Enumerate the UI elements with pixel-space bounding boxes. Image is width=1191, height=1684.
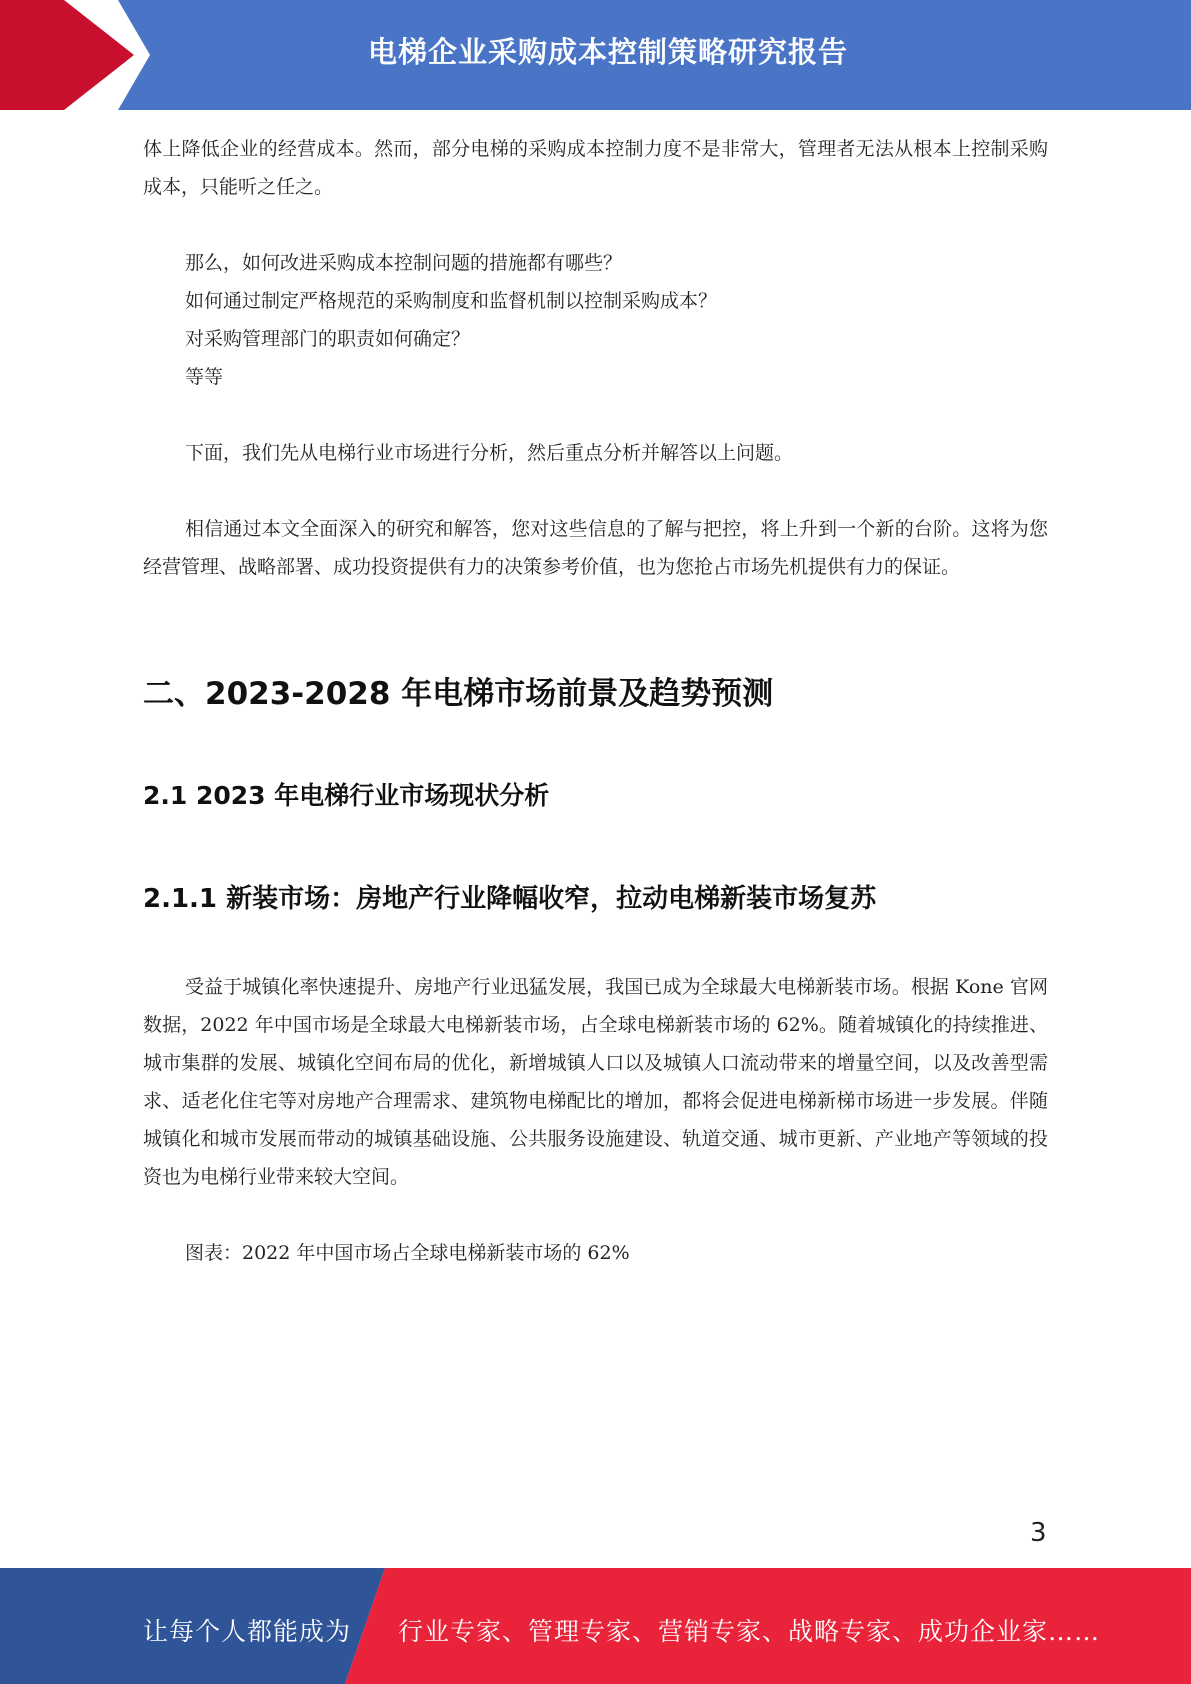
question-item: 对采购管理部门的职责如何确定？	[185, 328, 471, 350]
subsection-heading: 2.1 2023 年电梯行业市场现状分析	[143, 781, 550, 810]
section-content	[143, 968, 1048, 1272]
section-heading: 二、2023-2028 年电梯市场前景及趋势预测	[143, 676, 774, 712]
report-title: 电梯企业采购成本控制策略研究报告	[367, 35, 848, 69]
subsubsection-heading: 2.1.1 新装市场：房地产行业降幅收窄，拉动电梯新装市场复苏	[143, 884, 877, 914]
page-number: 3	[1030, 1518, 1047, 1548]
footer-banner	[0, 1568, 1191, 1684]
belief-paragraph: 相信通过本文全面深入的研究和解答，您对这些信息的了解与把控，将上升到一个新的台阶。这将为您经营管理、战略部署、成功投资提供有力的决策参考价值，也为您抢占市场先机提供有力的保证。	[143, 518, 1048, 578]
intro-content	[143, 130, 1048, 586]
footer-slogan-right: 行业专家、管理专家、营销专家、战略专家、成功企业家……	[398, 1617, 1101, 1646]
footer-slogan-left: 让每个人都能成为	[143, 1617, 352, 1646]
analysis-paragraph: 下面，我们先从电梯行业市场进行分析，然后重点分析并解答以上问题。	[185, 442, 794, 464]
question-item: 等等	[185, 366, 224, 388]
header-banner	[0, 0, 1191, 110]
question-item: 那么，如何改进采购成本控制问题的措施都有哪些？	[185, 252, 623, 274]
intro-paragraph: 体上降低企业的经营成本。然而，部分电梯的采购成本控制力度不是非常大，管理者无法从根本上控制采购成本，只能听之任之。	[143, 138, 1048, 198]
section-paragraph: 受益于城镇化率快速提升、房地产行业迅猛发展，我国已成为全球最大电梯新装市场。根据 Kone 官网数据，2022 年中国市场是全球最大电梯新装市场，占全球电梯新装市场的 62%。随着城镇化的持续推进、城市集群的发展、城镇化空间布局的优化，新增城镇人口以及城镇人口流动带来的增量空间，以及改善型需求、适老化住宅等对房地产合理需求、建筑物电梯配比的增加，都将会促进电梯新梯市场进一步发展。伴随城镇化和城市发展而带动的城镇基础设施、公共服务设施建设、轨道交通、城市更新、产业地产等领域的投资也为电梯行业带来较大空间。	[143, 976, 1048, 1188]
figure-caption: 图表：2022 年中国市场占全球电梯新装市场的 62%	[185, 1242, 630, 1264]
question-item: 如何通过制定严格规范的采购制度和监督机制以控制采购成本？	[185, 290, 718, 312]
